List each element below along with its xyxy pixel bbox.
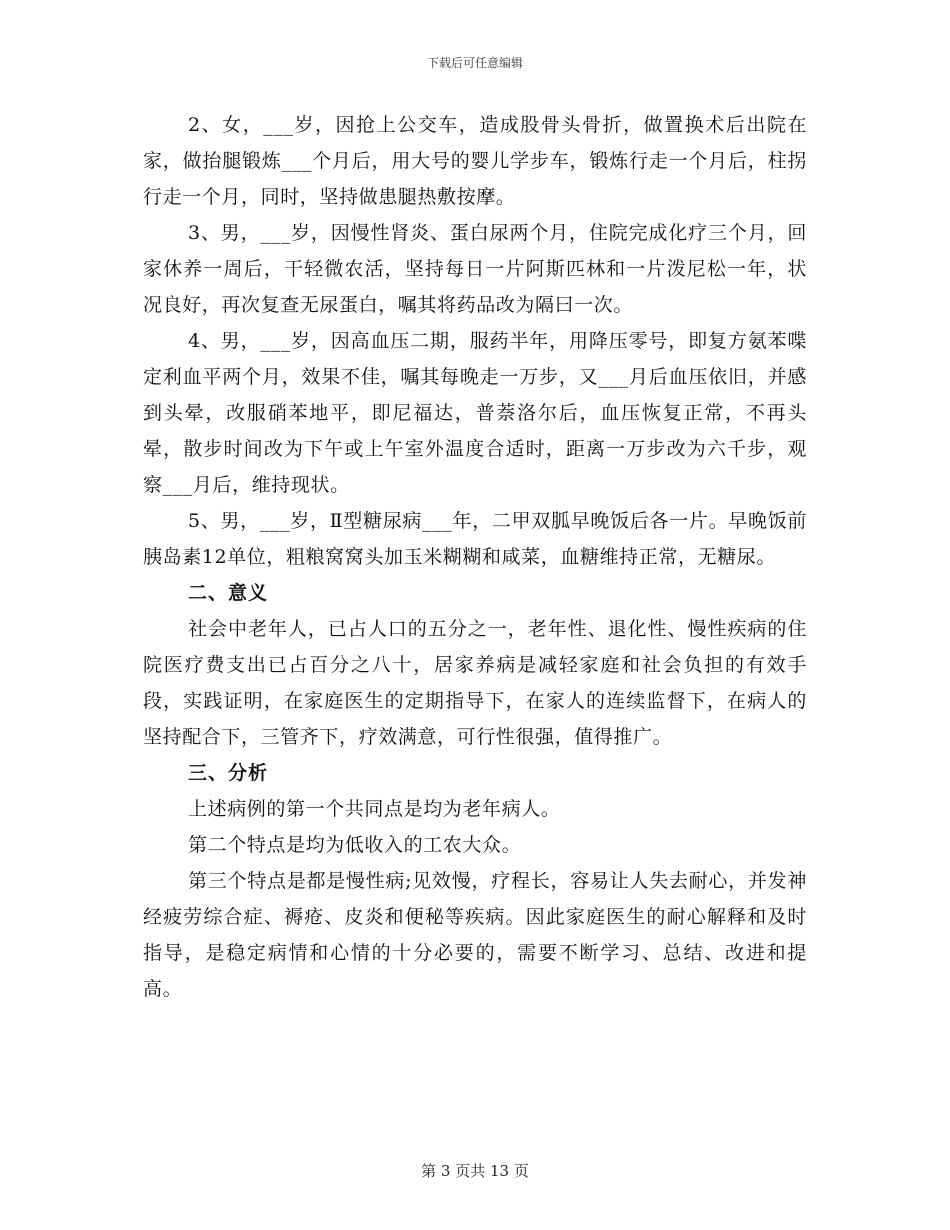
analysis-paragraph-3: 第三个特点是都是慢性病;见效慢，疗程长，容易让人失去耐心，并发神经疲劳综合症、褥疮、皮炎和便秘等疾病。因此家庭医生的耐心解释和及时指导，是稳定病情和心情的十分必要的，需要不断学习、总结、改进和提高。 bbox=[143, 870, 807, 1000]
page-number: 第 3 页共 13 页 bbox=[421, 1162, 529, 1180]
case-paragraph-4: 4、男，___岁，因高血压二期，服药半年，用降压零号，即复方氨苯喋定利血平两个月，效果不佳，嘱其每晚走一万步，又___月后血压依旧，并感到头晕，改服硝苯地平，即尼福达，普萘洛尔后，血压恢复正常，不再头晕，散步时间改为下午或上午室外温度合适时，距离一万步改为六千步，观察___月后，维持现状。 bbox=[143, 330, 807, 496]
case-paragraph-3: 3、男，___岁，因慢性肾炎、蛋白尿两个月，住院完成化疗三个月，回家休养一周后，干轻微农活，坚持每日一片阿斯匹林和一片泼尼松一年，状况良好，再次复查无尿蛋白，嘱其将药品改为隔曰一次。 bbox=[143, 222, 807, 316]
page-header: 下载后可任意编辑 bbox=[426, 56, 523, 70]
section-heading-significance: 二、意义 bbox=[188, 582, 269, 604]
section-heading-analysis: 三、分析 bbox=[188, 762, 269, 784]
analysis-paragraph-2: 第二个特点是均为低收入的工农大众。 bbox=[188, 834, 522, 856]
case-paragraph-5: 5、男，___岁，Ⅱ型糖尿病___年，二甲双胍早晚饭后各一片。早晚饭前胰岛素12单位，粗粮窝窝头加玉米糊糊和咸菜，血糖维持正常，无糖尿。 bbox=[143, 510, 807, 568]
case-paragraph-2: 2、女，___岁，因抢上公交车，造成股骨头骨折，做置换术后出院在家，做抬腿锻炼___个月后，用大号的婴儿学步车，锻炼行走一个月后，柱拐行走一个月，同时，坚持做患腿热敷按摩。 bbox=[143, 114, 807, 208]
document-body bbox=[143, 107, 807, 1007]
significance-paragraph: 社会中老年人，已占人口的五分之一，老年性、退化性、慢性疾病的住院医疗费支出已占百分之八十，居家养病是减轻家庭和社会负担的有效手段，实践证明，在家庭医生的定期指导下，在家人的连续监督下，在病人的坚持配合下，三管齐下，疗效满意，可行性很强，值得推广。 bbox=[143, 618, 807, 748]
analysis-paragraph-1: 上述病例的第一个共同点是均为老年病人。 bbox=[188, 798, 561, 820]
